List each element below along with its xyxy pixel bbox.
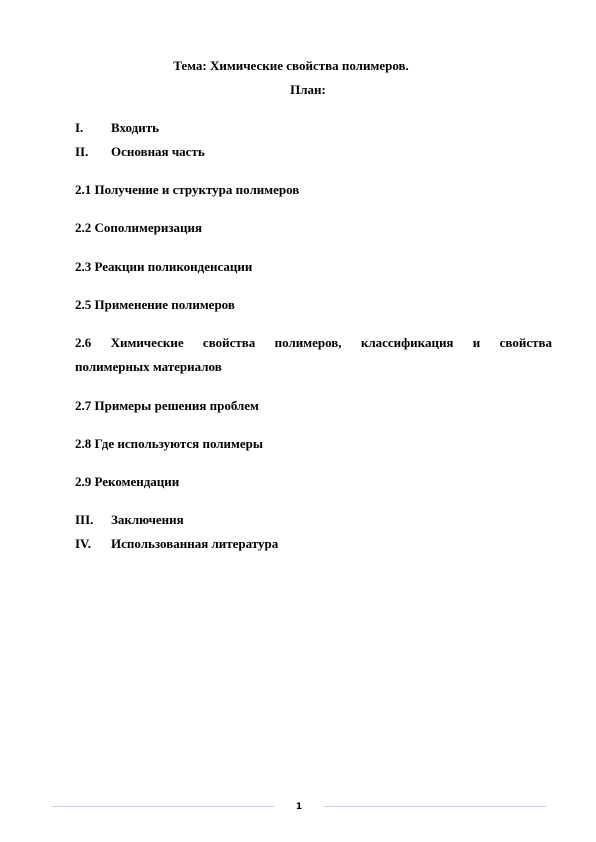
page-footer [0,800,596,814]
roman-numeral: II. [75,144,89,159]
footer-divider-right [324,806,546,807]
roman-numeral: IV. [75,536,92,551]
document-title: Тема: Химические свойства полимеров. [173,58,409,73]
footer-divider-left [52,806,274,807]
section-2-2: 2.2 Сополимеризация [75,220,203,235]
plan-heading: План: [290,82,326,97]
section-2-5: 2.5 Применение полимеров [75,297,235,312]
section-2-3: 2.3 Реакции поликонденсации [75,259,253,274]
page-number: 1 [295,802,303,812]
section-2-6-line-2: полимерных материалов [75,359,222,374]
section-2-8: 2.8 Где используются полимеры [75,436,264,451]
section-2-1: 2.1 Получение и структура полимеров [75,182,300,197]
roman-item-label: Входить [111,120,159,135]
roman-item-label: Основная часть [111,144,205,159]
roman-item-label: Заключения [111,512,184,527]
section-2-6 [75,335,552,375]
roman-item-label: Использованная литература [111,536,279,551]
section-2-7: 2.7 Примеры решения проблем [75,398,259,413]
roman-numeral: III. [75,512,94,527]
section-2-9: 2.9 Рекомендации [75,474,180,489]
section-2-6-line-1: 2.6 Химические свойства полимеров, классификация и свойства [75,335,552,350]
roman-numeral: I. [75,120,84,135]
